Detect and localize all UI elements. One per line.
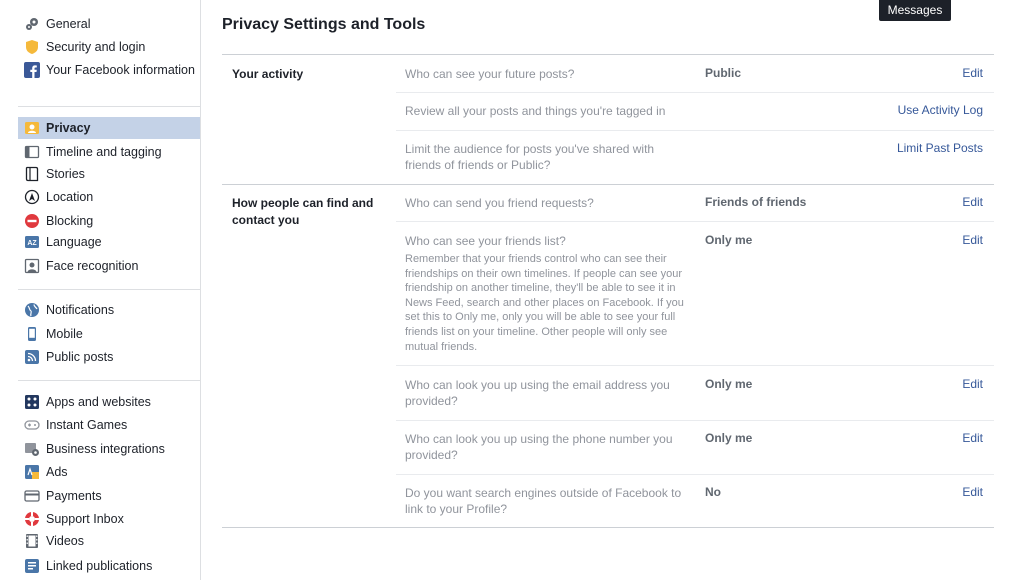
sidebar-item-blocking[interactable]: [18, 210, 200, 232]
ads-icon: [24, 464, 40, 480]
sidebar-item-linked-publications[interactable]: [18, 555, 200, 577]
location-icon: [24, 189, 40, 205]
use-activity-log-link[interactable]: Use Activity Log: [897, 103, 983, 117]
sidebar-item-payments[interactable]: [18, 485, 200, 507]
sidebar-item-language[interactable]: [18, 231, 200, 253]
messages-button[interactable]: Messages: [879, 0, 951, 21]
rss-icon: [24, 349, 40, 365]
sidebar-item-privacy[interactable]: [18, 117, 200, 139]
gear-icon: [24, 16, 40, 32]
sidebar-item-face-recognition[interactable]: [18, 255, 200, 277]
timeline-icon: [24, 144, 40, 160]
edit-friends-list-link[interactable]: Edit: [962, 233, 983, 247]
edit-friend-requests-link[interactable]: Edit: [962, 195, 983, 209]
setting-question: Review all your posts and things you're tagged in: [405, 104, 666, 118]
sidebar-item-label: Linked publications: [46, 559, 153, 573]
privacy-lock-icon: [24, 120, 40, 136]
book-icon: [24, 166, 40, 182]
lifebuoy-icon: [24, 511, 40, 527]
publication-icon: [24, 558, 40, 574]
sidebar-item-label: Business integrations: [46, 442, 165, 456]
sidebar-item-your-facebook-information[interactable]: [18, 60, 200, 96]
sidebar-item-label: Public posts: [46, 350, 114, 364]
sidebar-item-timeline[interactable]: [18, 141, 200, 163]
section-divider: [222, 184, 994, 185]
row-divider: [396, 420, 994, 421]
face-icon: [24, 258, 40, 274]
setting-question: Who can see your friends list?: [405, 234, 566, 248]
mobile-icon: [24, 326, 40, 342]
sidebar-item-label: Payments: [46, 489, 102, 503]
sidebar-item-label: Your Facebook information: [46, 63, 195, 77]
row-divider: [396, 221, 994, 222]
row-divider: [396, 130, 994, 131]
sidebar-item-notifications[interactable]: [18, 299, 200, 321]
sidebar-item-label: Apps and websites: [46, 395, 151, 409]
row-divider: [396, 92, 994, 93]
row-divider: [396, 474, 994, 475]
edit-search-engines-link[interactable]: Edit: [962, 485, 983, 499]
section-divider: [222, 54, 994, 55]
section-label-your-activity: Your activity: [232, 67, 304, 81]
page-title: Privacy Settings and Tools: [222, 16, 426, 33]
sidebar-item-label: Security and login: [46, 40, 146, 54]
sidebar-item-label: Face recognition: [46, 259, 139, 273]
edit-phone-lookup-link[interactable]: Edit: [962, 431, 983, 445]
setting-question-block: [405, 233, 690, 354]
sidebar-item-label: Ads: [46, 465, 68, 479]
sidebar-item-label: Privacy: [46, 121, 91, 135]
setting-value: Only me: [705, 377, 753, 391]
svg-text:AZ: AZ: [27, 240, 37, 247]
setting-value: Public: [705, 66, 742, 80]
settings-sidebar: [0, 0, 201, 580]
sidebar-item-videos[interactable]: [18, 530, 200, 552]
sidebar-item-label: Location: [46, 190, 94, 204]
sidebar-item-label: Mobile: [46, 327, 83, 341]
sidebar-item-mobile[interactable]: [18, 323, 200, 345]
setting-question: Who can look you up using the email address you provided?: [405, 378, 670, 408]
setting-question: Who can see your future posts?: [405, 67, 575, 81]
sidebar-item-ads[interactable]: [18, 461, 200, 483]
business-gear-icon: [24, 441, 40, 457]
sidebar-item-apps-and-websites[interactable]: [18, 391, 200, 413]
edit-email-lookup-link[interactable]: Edit: [962, 377, 983, 391]
sidebar-item-label: Videos: [46, 534, 84, 548]
setting-value: Only me: [705, 233, 753, 247]
globe-icon: [24, 302, 40, 318]
edit-future-posts-link[interactable]: Edit: [962, 66, 983, 80]
sidebar-divider: [18, 106, 200, 107]
sidebar-item-label: Stories: [46, 167, 85, 181]
film-icon: [24, 533, 40, 549]
setting-value: Only me: [705, 431, 753, 445]
sidebar-item-label: Instant Games: [46, 418, 128, 432]
setting-value: No: [705, 485, 721, 499]
setting-question: Who can look you up using the phone number you provided?: [405, 432, 673, 462]
section-label-find-and-contact: How people can find and contact you: [232, 196, 374, 227]
row-divider: [396, 365, 994, 366]
sidebar-item-stories[interactable]: [18, 163, 200, 185]
badge-icon: [24, 39, 40, 55]
section-divider: [222, 527, 994, 528]
sidebar-item-label: Support Inbox: [46, 512, 124, 526]
sidebar-item-security[interactable]: [18, 36, 200, 58]
limit-past-posts-link[interactable]: Limit Past Posts: [896, 141, 983, 155]
sidebar-item-public-posts[interactable]: [18, 346, 200, 368]
credit-card-icon: [24, 488, 40, 504]
sidebar-divider: [18, 289, 200, 290]
block-icon: [24, 213, 40, 229]
sidebar-item-label: Language: [46, 235, 102, 249]
sidebar-item-label: Blocking: [46, 214, 94, 228]
facebook-icon: [24, 62, 40, 78]
sidebar-item-business-integrations[interactable]: [18, 438, 200, 460]
setting-value: Friends of friends: [705, 195, 807, 209]
sidebar-item-support-inbox[interactable]: [18, 508, 200, 530]
sidebar-item-label: Notifications: [46, 303, 115, 317]
sidebar-divider: [18, 380, 200, 381]
sidebar-item-instant-games[interactable]: [18, 414, 200, 436]
setting-question: Who can send you friend requests?: [405, 196, 594, 210]
gamepad-icon: [24, 417, 40, 433]
apps-icon: [24, 394, 40, 410]
sidebar-item-label: Timeline and tagging: [46, 145, 162, 159]
language-icon: [24, 234, 40, 250]
setting-description: Remember that your friends control who can see their friendships on their own timelines. If people can see your friendship on another timeline, they'll be able to see it in News Feed, search and other places on Facebook. If you set this to Only me, only you will be able to see your full friends list on your timeline. Other people will only see mutual friends.: [405, 253, 684, 353]
sidebar-item-label: General: [46, 17, 91, 31]
sidebar-item-location[interactable]: [18, 186, 200, 208]
setting-question: Do you want search engines outside of Facebook to link to your Profile?: [405, 486, 682, 516]
setting-question: Limit the audience for posts you've shared with friends of friends or Public?: [405, 142, 655, 172]
sidebar-item-general[interactable]: [18, 13, 200, 35]
